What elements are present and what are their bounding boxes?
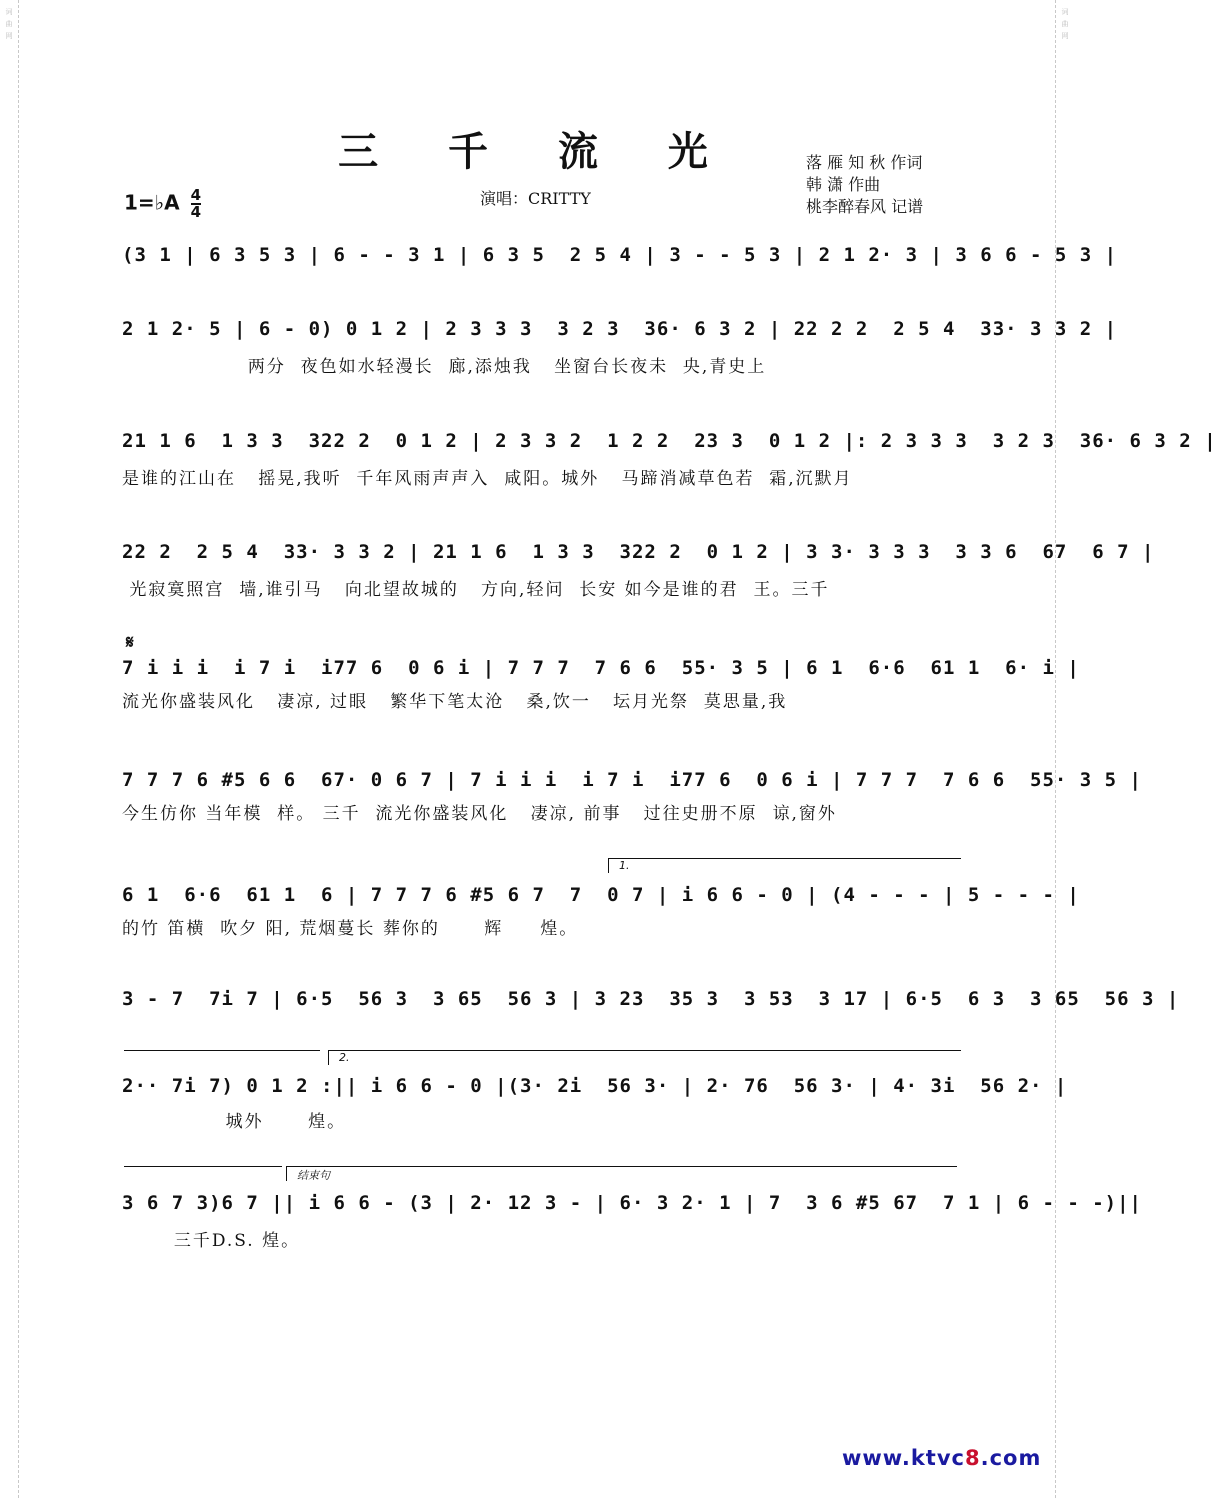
- notes-line: 22 2 2 5 4 33· 3 3 2 | 21 1 6 1 3 3 322 2 0 1 2 | 3 3· 3 3 3 3 3 6 67 6 7 |: [122, 541, 1155, 563]
- notes-line: 21 1 6 1 3 3 322 2 0 1 2 | 2 3 3 2 1 2 2 23 3 0 1 2 |: 2 3 3 3 3 2 3 36· 6 3 2 |: [122, 430, 1217, 452]
- site-url[interactable]: [842, 1446, 1041, 1470]
- watermark-text: 词 曲 网: [1061, 8, 1069, 40]
- notes-line: 2·· 7i 7) 0 1 2 :|| i 6 6 - 0 |(3· 2i 56 3· | 2· 76 56 3· | 4· 3i 56 2· |: [122, 1075, 1068, 1097]
- lyrics-line: 城外 煌。: [122, 1112, 347, 1132]
- score-line-1: [122, 244, 1118, 266]
- lyrics-line: 的竹 笛横 吹夕 阳, 荒烟蔓长 葬你的 辉 煌。: [122, 919, 579, 939]
- lyrics-line: 光寂寞照宫 墙,谁引马 向北望故城的 方向,轻问 长安 如今是谁的君 王。三千: [122, 580, 830, 600]
- site-url-part-a: www.ktvc: [842, 1446, 965, 1470]
- score-line-6: [122, 769, 1142, 824]
- score-line-5: [122, 657, 1080, 712]
- site-url-part-c: .com: [980, 1446, 1042, 1470]
- lyrics-line: 两分 夜色如水轻漫长 廊,添烛我 坐窗台长夜未 央,青史上: [122, 357, 767, 377]
- watermark-text: 词 曲 网: [5, 8, 13, 40]
- segno-sign: 𝄋: [126, 632, 134, 653]
- time-top: 4: [190, 186, 201, 204]
- right-watermark-strip: [1055, 0, 1074, 1498]
- score-line-3: [122, 430, 1217, 489]
- time-bottom: 4: [190, 203, 201, 221]
- notes-line: 7 i i i i 7 i i77 6 0 6 i | 7 7 7 7 6 6 55· 3 5 | 6 1 6·6 61 1 6· i |: [122, 657, 1080, 679]
- lyricist-credit: 落 雁 知 秋 作词: [806, 153, 923, 172]
- lyrics-line: 今生仿你 当年模 样。 三千 流光你盛装风化 凄凉, 前事 过往史册不原 谅,窗外: [122, 804, 837, 824]
- notes-line: 2 1 2· 5 | 6 - 0) 0 1 2 | 2 3 3 3 3 2 3 36· 6 3 2 | 22 2 2 2 5 4 33· 3 3 2 |: [122, 318, 1118, 340]
- left-watermark-strip: [0, 0, 19, 1498]
- key-signature: [124, 188, 201, 220]
- song-title: 三 千 流 光: [338, 128, 736, 175]
- score-line-9: [122, 1075, 1068, 1132]
- notes-line: 7 7 7 6 #5 6 6 67· 0 6 7 | 7 i i i i 7 i i77 6 0 6 i | 7 7 7 7 6 6 55· 3 5 |: [122, 769, 1142, 791]
- key-label: 1=♭A: [124, 190, 180, 215]
- notes-line: 6 1 6·6 61 1 6 | 7 7 7 6 #5 6 7 7 0 7 | i 6 6 - 0 | (4 - - - | 5 - - - |: [122, 884, 1080, 906]
- singer-credit: 演唱：CRITTY: [480, 189, 591, 208]
- score-line-4: [122, 541, 1155, 600]
- composer-credit: 韩 潇 作曲: [806, 175, 881, 194]
- coda-ending-bracket: 结束句: [286, 1166, 957, 1181]
- credits: [806, 152, 923, 218]
- site-url-part-b: 8: [964, 1446, 981, 1470]
- time-signature: [191, 188, 201, 220]
- notes-line: 3 - 7 7i 7 | 6·5 56 3 3 65 56 3 | 3 23 35 3 3 53 3 17 | 6·5 6 3 3 65 56 3 |: [122, 988, 1180, 1010]
- second-ending-bracket: 2.: [328, 1050, 961, 1065]
- second-ending-continuation: [124, 1166, 282, 1181]
- score-line-8: [122, 988, 1180, 1010]
- score-line-2: [122, 318, 1118, 377]
- lyrics-line: 流光你盛装风化 凄凉, 过眼 繁华下笔太沧 桑,饮一 坛月光祭 莫思量,我: [122, 692, 788, 712]
- score-line-7: [122, 884, 1080, 939]
- first-ending-continuation: [124, 1050, 320, 1065]
- lyrics-line: 三千D.S. 煌。: [122, 1231, 301, 1251]
- score-line-10: [122, 1192, 1142, 1251]
- lyrics-line: 是谁的江山在 摇晃,我听 千年风雨声声入 咸阳。城外 马蹄消减草色若 霜,沉默月: [122, 469, 853, 489]
- notes-line: (3 1 | 6 3 5 3 | 6 - - 3 1 | 6 3 5 2 5 4 | 3 - - 5 3 | 2 1 2· 3 | 3 6 6 - 5 3 |: [122, 244, 1118, 266]
- first-ending-bracket: 1.: [608, 858, 961, 873]
- transcriber-credit: 桃李醉春风 记谱: [806, 197, 924, 216]
- notes-line: 3 6 7 3)6 7 || i 6 6 - (3 | 2· 12 3 - | 6· 3 2· 1 | 7 3 6 #5 67 7 1 | 6 - - -)||: [122, 1192, 1142, 1214]
